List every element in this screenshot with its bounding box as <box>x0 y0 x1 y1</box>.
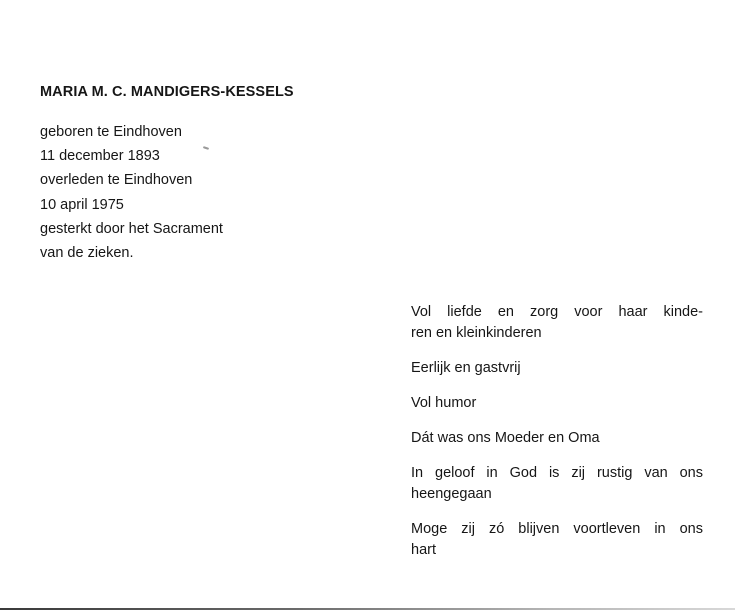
death-place-line: overleden te Eindhoven <box>40 172 193 189</box>
card-bottom-edge <box>0 605 735 613</box>
tribute-stanza-memory <box>411 519 703 561</box>
sacrament-line-2: van de zieken. <box>40 245 134 262</box>
death-date-line: 10 april 1975 <box>40 196 124 213</box>
scan-edge-shadow <box>0 608 735 610</box>
tribute-stanza-humor <box>411 393 703 414</box>
tribute-line: Eerlijk en gastvrij <box>411 360 521 376</box>
tribute-line: Vol liefde en zorg voor haar kinde- <box>411 304 703 320</box>
tribute-line: hart <box>411 542 436 558</box>
tribute-stanza-love-care <box>411 302 703 344</box>
tribute-line: Dát was ons Moeder en Oma <box>411 430 600 446</box>
birth-place-line: geboren te Eindhoven <box>40 124 182 140</box>
tribute-stanza-honest <box>411 358 703 379</box>
tribute-line: Moge zij zó blijven voortleven in ons <box>411 521 703 537</box>
tribute-stanza-faith <box>411 463 703 505</box>
tribute-text <box>411 302 703 575</box>
tribute-stanza-mother <box>411 428 703 449</box>
sacrament-line-1: gesterkt door het Sacrament <box>40 220 223 237</box>
tribute-line: heengegaan <box>411 486 492 502</box>
deceased-name: MARIA M. C. MANDIGERS-KESSELS <box>40 84 294 100</box>
tribute-line: Vol humor <box>411 395 477 411</box>
tribute-line: In geloof in God is zij rustig van ons <box>411 465 703 481</box>
birth-date-line: 11 december 1893 <box>40 148 160 165</box>
tribute-line: ren en kleinkinderen <box>411 325 542 341</box>
life-facts <box>40 120 340 265</box>
